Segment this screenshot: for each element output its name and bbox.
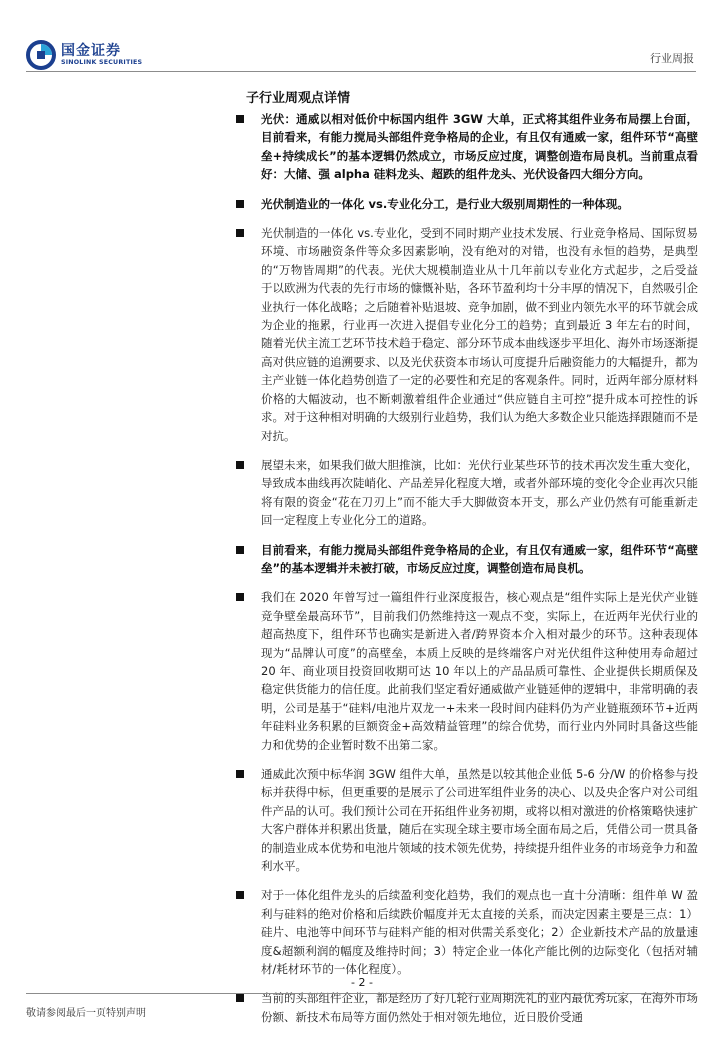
bullet-square-icon (236, 229, 244, 237)
sinolink-logo-icon (26, 40, 56, 70)
footer-disclaimer: 敬请参阅最后一页特别声明 (26, 1008, 146, 1019)
bullet-square-icon (236, 200, 244, 208)
list-item (236, 765, 698, 875)
paragraph-text: 展望未来，如果我们做大胆推演，比如：光伏行业某些环节的技术再次发生重大变化，导致成本曲线再次陡峭化、产品差异化程度大增，或者外部环境的变化令企业再次只能将有限的资金“花在刀刃上”而不能大手大脚做资本开支，那么产业仍然有可能重新走回一定程度上专业化分工的道路。 (261, 457, 698, 528)
page-number: - 2 - (351, 976, 373, 989)
list-item (236, 224, 698, 445)
page-header (0, 0, 724, 80)
list-item (236, 456, 698, 530)
company-logo (26, 40, 142, 70)
bullet-square-icon (236, 461, 244, 469)
paragraph-text: 当前的头部组件企业，都是经历了好几轮行业周期洗礼的业内最优秀玩家，在海外市场份额、新技术布局等方面仍然处于相对领先地位，近日股价受通 (261, 991, 698, 1024)
list-item (236, 541, 698, 578)
paragraph-text: 目前看来，有能力搅局头部组件竞争格局的企业，有且仅有通威一家，组件环节“高壁垒”的基本逻辑并未被打破，市场反应过度，调整创造布局良机。 (261, 542, 698, 575)
bullet-square-icon (236, 770, 244, 778)
list-item (236, 989, 698, 1026)
list-item (236, 588, 698, 754)
paragraph-text: 对于一体化组件龙头的后续盈利变化趋势，我们的观点也一直十分清晰：组件单 W 盈利与硅料的绝对价格和后续跌价幅度并无太直接的关系，而决定因素主要是三点：1）硅片、电池等中间环节与硅料产能的相对供需关系变化；2）企业新技术产品的放量速度&超额利润的幅度及维持时间；3）特定企业一体化产能比例的边际变化（包括对辅材/耗材环节的一体化程度）。 (261, 888, 698, 977)
paragraph-text: 我们在 2020 年曾写过一篇组件行业深度报告，核心观点是“组件实际上是光伏产业链竞争壁垒最高环节”，目前我们仍然维持这一观点不变，实际上，在近两年光伏行业的超高热度下，组件环节也确实是新进入者/跨界资本介入相对最少的环节。这种表现体现为“品牌认可度”的高壁垒，本质上反映的是终端客户对光伏组件这种使用寿命超过 20 年、商业项目投资回收期可达 10 年以上的产品品质可靠性、企业提供长期质保及稳定供货能力的信任度。此前我们坚定看好通威做产业链延伸的逻辑中，非常明确的表明，公司是基于“硅料/电池片双龙一+未来一段时间内硅料仍为产业链瓶颈环节+近两年硅料业务积累的巨额资金+高效精益管理”的综合优势，而行业内外同时具备这些能力和优势的企业暂时数不出第二家。 (261, 590, 698, 752)
bullet-square-icon (236, 115, 244, 123)
bullet-square-icon (236, 891, 244, 899)
bullet-square-icon (236, 593, 244, 601)
bullet-square-icon (236, 994, 244, 1002)
paragraph-text: 通威此次预中标华润 3GW 组件大单，虽然是以较其他企业低 5-6 分/W 的价格参与投标并获得中标，但更重要的是展示了公司进军组件业务的决心、以及央企客户对公司组件产品的认可。我们预计公司在开拓组件业务初期，或将以相对激进的价格策略快速扩大客户群体并积累出货量，随后在实现全球主要市场全面布局之后，凭借公司一贯具备的制造业成本优势和电池片领域的技术领先优势，持续提升组件业务的市场竞争力和盈利水平。 (261, 767, 698, 874)
header-divider (26, 71, 696, 72)
list-item (236, 886, 698, 978)
content-body (236, 110, 698, 1037)
section-title: 子行业周观点详情 (246, 91, 351, 106)
paragraph-text: 光伏制造的一体化 vs.专业化，受到不同时期产业技术发展、行业竞争格局、国际贸易环境、市场融资条件等众多因素影响，没有绝对的对错，也没有永恒的趋势，是典型的“万物皆周期”的代表。光伏大规模制造业从十几年前以专业化方式起步，之后受益于以欧洲为代表的先行市场的慷慨补贴，各环节盈利均十分丰厚的情况下，自然吸引企业执行一体化战略；之后随着补贴退坡、竞争加剧，做不到业内领先水平的环节就会成为企业的拖累，行业再一次进入提倡专业化分工的趋势；直到最近 3 年左右的时间，随着光伏主流工艺环节技术趋于稳定、部分环节成本曲线逐步平坦化、海外市场逐渐提高对供应链的追溯要求、以及光伏获资本市场认可度提升后融资能力的大幅提升，都为主产业链一体化趋势创造了一定的必要性和充足的客观条件。同时，近两年部分原材料价格的大幅波动，也不断刺激着组件企业通过“供应链自主可控”提升成本可控性的诉求。对于这种相对明确的大级别行业趋势，我们认为绝大多数企业只能选择跟随而不是对抗。 (261, 226, 698, 443)
footer-divider (26, 993, 696, 994)
paragraph-text: 光伏制造业的一体化 vs.专业化分工，是行业大级别周期性的一种体现。 (261, 196, 629, 211)
list-item (236, 110, 698, 184)
logo-english-name: SINOLINK SECURITIES (61, 59, 143, 66)
logo-chinese-name: 国金证券 (61, 43, 121, 59)
paragraph-text: 光伏：通威以相对低价中标国内组件 3GW 大单，正式将其组件业务布局摆上台面，目前看来，有能力搅局头部组件竞争格局的企业，有且仅有通威一家，组件环节“高壁垒+持续成长”的基本逻辑仍然成立，市场反应过度，调整创造布局良机。当前重点看好：大储、强 alpha 硅料龙头、超跌的组件龙头、光伏设备四大细分方向。 (261, 112, 698, 182)
report-type-label: 行业周报 (650, 52, 694, 65)
bullet-square-icon (236, 546, 244, 554)
list-item (236, 195, 698, 213)
